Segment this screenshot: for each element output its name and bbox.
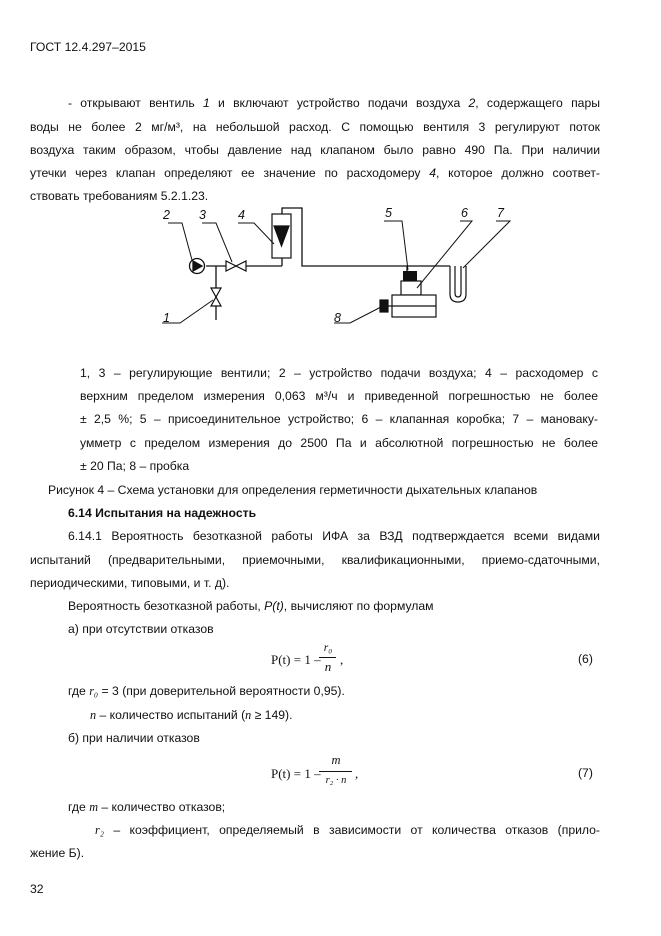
diagram-label-4: 4 — [238, 208, 245, 222]
formula-6-lhs: P(t) = 1 – — [271, 652, 321, 667]
legend-line3: ± 2,5 %; 5 – присоединительное устройство; 6 – клапанная коробка; 7 – мановаку- — [80, 412, 598, 426]
case-a: а) при отсутствии отказов — [68, 622, 214, 636]
formula-6-denominator: n — [324, 659, 332, 674]
para1-line1: - открывают вентиль 1 и включают устройство подачи воздуха 2, содержащего пары — [68, 96, 600, 110]
plug — [380, 300, 392, 312]
test-setup-diagram — [0, 0, 661, 340]
figure-caption: Рисунок 4 – Схема установки для определения герметичности дыхательных клапанов — [48, 483, 538, 497]
where-r2: r₂ – коэффициент, определяемый в зависимости от количества отказов (прило- — [95, 823, 600, 837]
pipe-flowmeter-outlet — [282, 208, 450, 266]
formula-6-number: (6) — [578, 652, 593, 666]
legend-line4: умметр с пределом измерения до 2500 Па и абсолютной погрешностью не более — [80, 436, 598, 450]
page-number: 32 — [30, 882, 44, 896]
leader-2 — [168, 223, 192, 260]
formula-6-numerator: r₀ — [323, 642, 333, 654]
para1-line5: ствовать требованиям 5.2.1.23. — [30, 189, 209, 203]
formula-7-lhs: P(t) = 1 – — [271, 766, 321, 781]
formula-7-fraction-bar — [319, 771, 352, 772]
section-title: 6.14 Испытания на надежность — [68, 506, 257, 520]
legend-line5: ± 20 Па; 8 – пробка — [80, 459, 190, 473]
para3: Вероятность безотказной работы, P(t), вычисляют по формулам — [68, 599, 434, 613]
leader-7 — [463, 221, 510, 268]
formula-7-denominator: r₂ · n — [325, 775, 347, 786]
where-n: n – количество испытаний (n ≥ 149). — [90, 708, 293, 722]
where-m: где m – количество отказов; — [68, 800, 226, 814]
formula-7-tail: , — [355, 766, 359, 781]
leader-3 — [202, 223, 232, 262]
diagram-label-2: 2 — [163, 208, 170, 222]
formula-6-tail: , — [340, 652, 344, 667]
diagram-label-6: 6 — [461, 206, 468, 220]
manovacuummeter — [450, 266, 466, 302]
para2-line2: испытаний (предварительными, приемочными, квалификационными, приемо-сдаточными, — [30, 553, 600, 567]
valve-1 — [211, 288, 221, 306]
diagram-label-1: 1 — [163, 311, 170, 325]
page-header: ГОСТ 12.4.297–2015 — [30, 40, 146, 54]
para1-line3: воздуха таким образом, чтобы давление над клапаном было равно 490 Па. При наличии — [30, 143, 600, 157]
leader-5 — [384, 221, 408, 270]
formula-7-number: (7) — [578, 766, 593, 780]
formula-7-numerator: m — [331, 753, 341, 767]
case-b: б) при наличии отказов — [68, 731, 200, 745]
flowmeter — [272, 214, 291, 258]
leader-6 — [417, 221, 472, 288]
para1-line2: воды не более 2 мг/м³, на небольшой расход. С помощью вентиля 3 регулируют поток — [30, 120, 600, 134]
para2-line3: периодическими, типовыми, и т. д). — [30, 576, 230, 590]
valve-box — [392, 281, 436, 317]
diagram-label-3: 3 — [199, 208, 206, 222]
diagram-label-5: 5 — [385, 206, 392, 220]
leader-4 — [238, 223, 274, 244]
formula-6-fraction-bar — [319, 657, 336, 658]
legend-line1: 1, 3 – регулирующие вентили; 2 – устройство подачи воздуха; 4 – расходомер с — [80, 366, 598, 380]
legend-line2: верхним пределом измерения 0,063 м³/ч и приведенной погрешностью не более — [80, 389, 598, 403]
where-r2-cont: жение Б). — [30, 846, 85, 860]
diagram-label-8: 8 — [334, 311, 341, 325]
valve-3 — [226, 261, 246, 271]
leader-8 — [334, 307, 381, 323]
para1-line4: утечки через клапан определяют ее значение по расходомеру 4, которое должно соответ- — [30, 166, 600, 180]
diagram-label-7: 7 — [497, 206, 504, 220]
para2-line1: 6.14.1 Вероятность безотказной работы ИФА за ВЗД подтверждается всеми видами — [68, 529, 600, 543]
connection-device — [403, 271, 417, 281]
where-r0: где r₀ = 3 (при доверительной вероятности 0,95). — [68, 684, 345, 698]
air-supply-pump — [190, 259, 205, 274]
